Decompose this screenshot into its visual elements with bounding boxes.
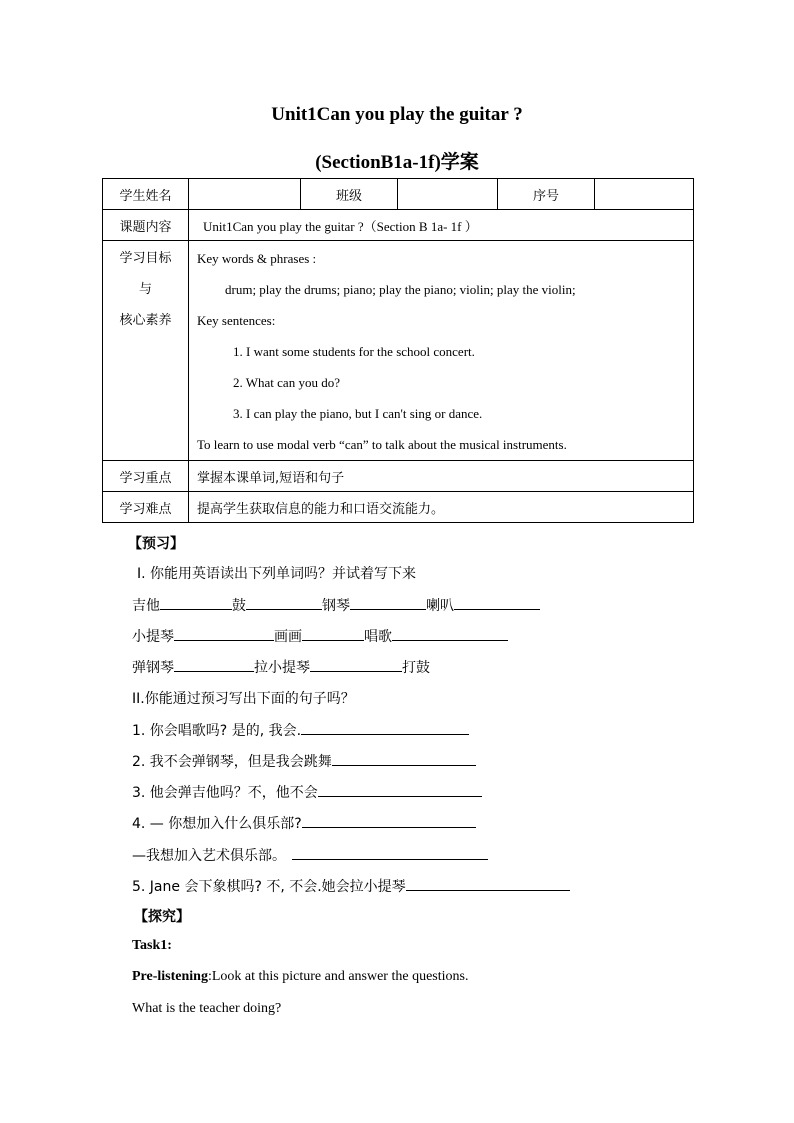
word-cn: 打鼓 [402, 660, 430, 676]
sentence-text: 4. — 你想加入什么俱乐部? [132, 816, 302, 832]
goal-line: To learn to use modal verb “can” to talk about the musical instruments. [197, 437, 567, 452]
answer-blank[interactable] [350, 595, 426, 610]
word-cn: 钢琴 [322, 598, 350, 614]
answer-blank[interactable] [292, 845, 488, 860]
answer-blank[interactable] [310, 657, 402, 672]
topic-label: 课题内容 [103, 210, 189, 241]
goal-line: Key sentences: [197, 313, 276, 328]
answer-blank[interactable] [454, 595, 540, 610]
focus-label: 学习重点 [103, 461, 189, 492]
goal-line: drum; play the drums; piano; play the piano; violin; play the violin; [225, 282, 576, 297]
answer-blank[interactable] [302, 626, 364, 641]
pre-listening-text: :Look at this picture and answer the questions. [207, 969, 469, 984]
goals-label-line: 与 [138, 282, 152, 297]
pre-listening-line [132, 969, 468, 985]
preview-part1: Ⅰ. 你能用英语读出下列单词吗？并试着写下来 [137, 566, 417, 582]
goals-label-line: 学习目标 [119, 251, 172, 266]
question-line: What is the teacher doing? [132, 1001, 282, 1016]
sentence-row [132, 845, 488, 865]
info-table [102, 178, 694, 523]
goals-content [189, 241, 694, 461]
sentence-text: —我想加入艺术俱乐部。 [132, 848, 286, 864]
sentence-text: 2. 我不会弹钢琴，但是我会跳舞 [132, 754, 332, 770]
seat-number-label: 序号 [498, 179, 595, 210]
title-line-1: Unit1Can you play the guitar ? [271, 104, 523, 125]
sentence-row [132, 813, 476, 833]
seat-number-field[interactable] [595, 179, 694, 210]
answer-blank[interactable] [174, 626, 274, 641]
goal-line: 2. What can you do? [233, 375, 340, 390]
words-row-1 [132, 595, 540, 615]
answer-blank[interactable] [246, 595, 322, 610]
answer-blank[interactable] [160, 595, 232, 610]
goals-label-line: 核心素养 [119, 313, 172, 328]
student-name-field[interactable] [189, 179, 301, 210]
student-name-label: 学生姓名 [103, 179, 189, 210]
answer-blank[interactable] [302, 813, 476, 828]
pre-listening-label: Pre-listening [132, 969, 208, 984]
answer-blank[interactable] [406, 876, 570, 891]
topic-value: Unit1Can you play the guitar ?（Section B 1a- 1f ） [189, 210, 694, 241]
focus-value: 掌握本课单词,短语和句子 [189, 461, 694, 492]
class-label: 班级 [301, 179, 398, 210]
preview-part2: II.你能通过预习写出下面的句子吗？ [132, 691, 355, 707]
answer-blank[interactable] [332, 751, 476, 766]
difficulty-value: 提高学生获取信息的能力和口语交流能力。 [189, 492, 694, 523]
word-cn: 弹钢琴 [132, 660, 174, 676]
sentence-row [132, 876, 570, 896]
word-cn: 拉小提琴 [254, 660, 310, 676]
answer-blank[interactable] [392, 626, 508, 641]
answer-blank[interactable] [174, 657, 254, 672]
word-cn: 小提琴 [132, 629, 174, 645]
word-cn: 喇叭 [426, 598, 454, 614]
word-cn: 鼓 [232, 598, 246, 614]
goal-line: Key words & phrases : [197, 251, 317, 266]
sentence-text: 1. 你会唱歌吗? 是的, 我会. [132, 723, 302, 739]
word-cn: 吉他 [132, 598, 160, 614]
sentence-text: 5. Jane 会下象棋吗? 不, 不会.她会拉小提琴 [132, 879, 406, 895]
task-label: Task1: [132, 938, 172, 953]
words-row-3 [132, 657, 430, 677]
goals-label [103, 241, 189, 461]
explore-heading: 【探究】 [134, 909, 190, 925]
class-field[interactable] [398, 179, 498, 210]
answer-blank[interactable] [301, 720, 469, 735]
word-cn: 画画 [274, 629, 302, 645]
word-cn: 唱歌 [364, 629, 392, 645]
goal-line: 3. I can play the piano, but I can't sing or dance. [233, 406, 483, 421]
sentence-row [132, 782, 482, 802]
sentence-row [132, 751, 476, 771]
title-line-2: (SectionB1a-1f)学案 [315, 152, 479, 173]
difficulty-label: 学习难点 [103, 492, 189, 523]
sentence-text: 3. 他会弹吉他吗？不，他不会 [132, 785, 318, 801]
sentence-row [132, 720, 469, 740]
preview-heading: 【预习】 [128, 536, 184, 552]
goal-line: 1. I want some students for the school concert. [233, 344, 475, 359]
words-row-2 [132, 626, 508, 646]
answer-blank[interactable] [318, 782, 482, 797]
